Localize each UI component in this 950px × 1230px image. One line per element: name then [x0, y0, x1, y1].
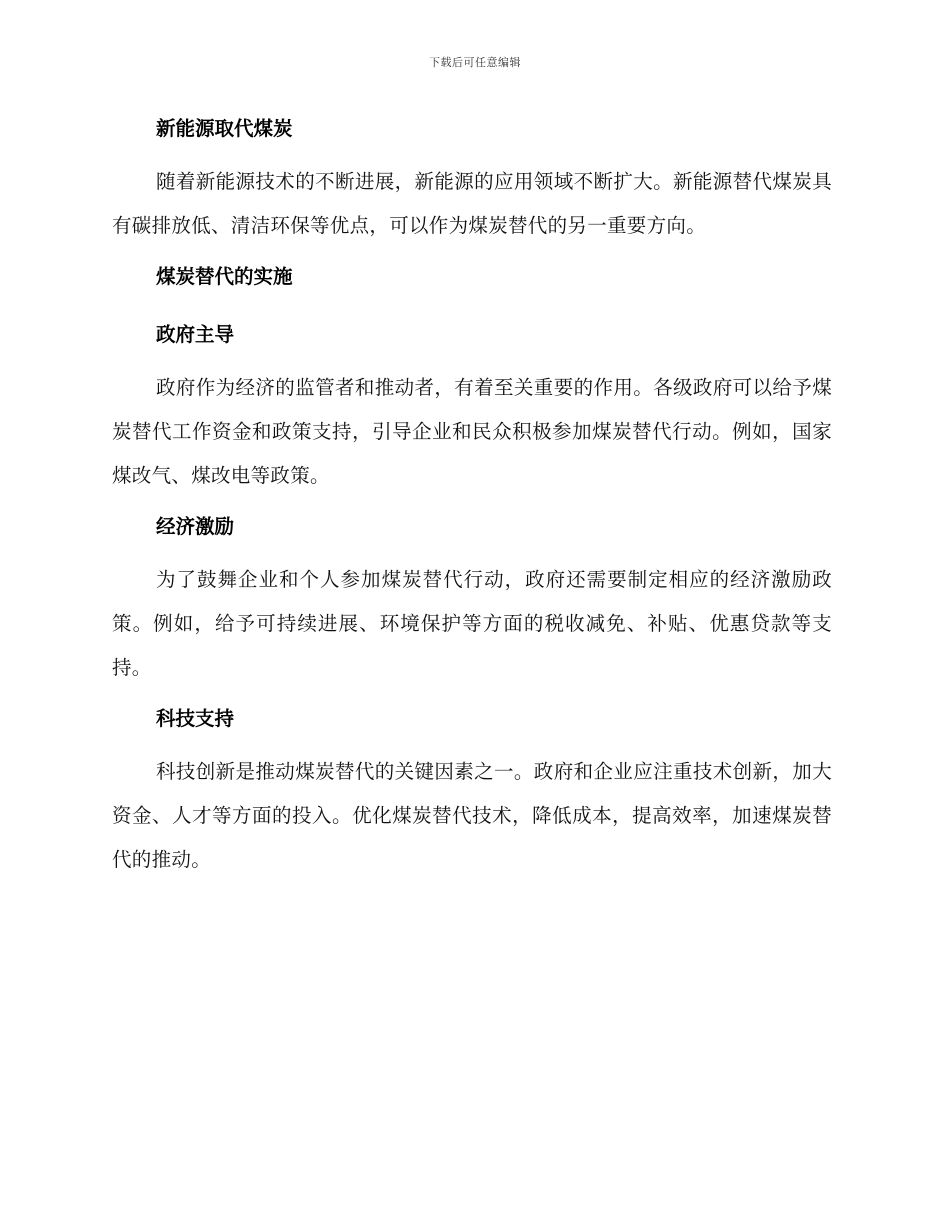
section-paragraph-tech-support: 科技创新是推动煤炭替代的关键因素之一。政府和企业应注重技术创新，加大资金、人才等方面的投入。优化煤炭替代技术，降低成本，提高效率，加速煤炭替代的推动。: [112, 760, 832, 871]
section-heading-new-energy: 新能源取代煤炭: [156, 117, 293, 140]
section-paragraph-new-energy: 随着新能源技术的不断进展，新能源的应用领域不断扩大。新能源替代煤炭具有碳排放低、清洁环保等优点，可以作为煤炭替代的另一重要方向。: [112, 170, 832, 237]
page-header-note: 下载后可任意编辑: [429, 56, 521, 69]
section-heading-tech-support: 科技支持: [156, 707, 235, 730]
section-heading-government-led: 政府主导: [156, 323, 235, 346]
section-heading-implementation: 煤炭替代的实施: [156, 265, 293, 288]
section-heading-economic-incentives: 经济激励: [156, 515, 235, 538]
document-body: [112, 112, 832, 882]
section-paragraph-government-led: 政府作为经济的监管者和推动者，有着至关重要的作用。各级政府可以给予煤炭替代工作资金和政策支持，引导企业和民众积极参加煤炭替代行动。例如，国家煤改气、煤改电等政策。: [112, 376, 832, 487]
section-paragraph-economic-incentives: 为了鼓舞企业和个人参加煤炭替代行动，政府还需要制定相应的经济激励政策。例如，给予可持续进展、环境保护等方面的税收减免、补贴、优惠贷款等支持。: [112, 568, 832, 679]
